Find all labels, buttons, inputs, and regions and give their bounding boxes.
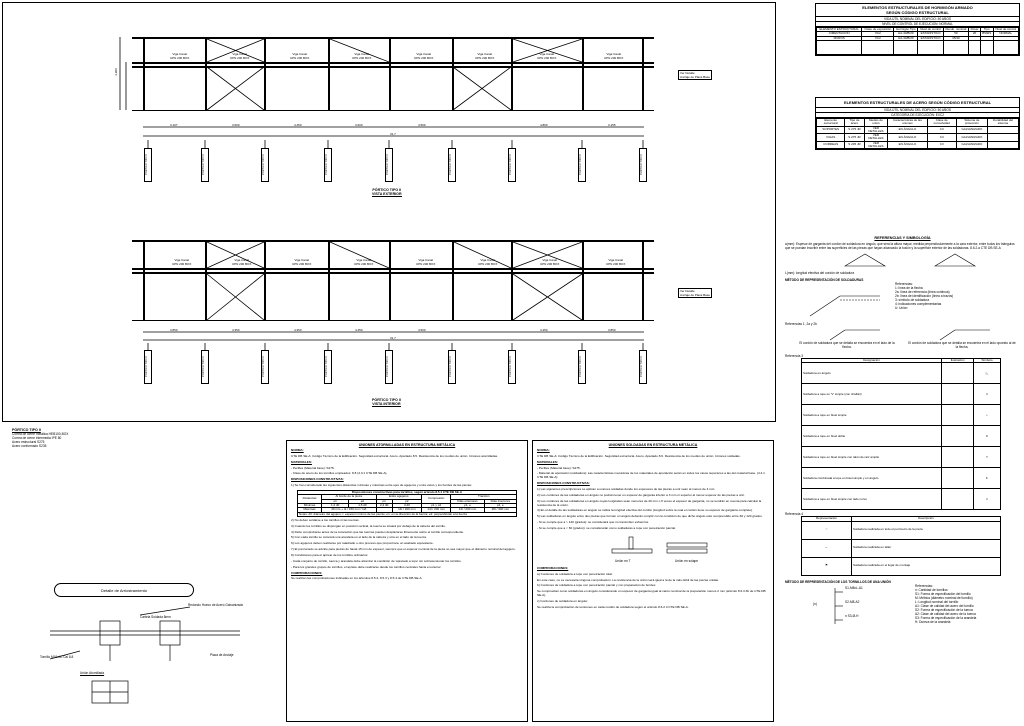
atornilladas-title: UNIONES ATORNILLADAS EN ESTRUCTURA METÁLICA [358, 443, 456, 447]
soldadas-title: UNIONES SOLDADAS EN ESTRUCTURA METÁLICA [608, 443, 698, 447]
weld-joint-sketch [607, 535, 717, 559]
bolt-sketch [825, 586, 845, 626]
table-row: Soldadura combinada a tope en bisel simple y en ángulo ⊳ [802, 468, 1001, 489]
dim-7: 3.155 [608, 123, 616, 127]
arrow-side-sketch [825, 326, 885, 342]
weld-arrow-diagram [805, 286, 885, 320]
caption-a: PÓRTICO TIPO II [372, 188, 402, 192]
post-label: PÓRTICO TIPO II [144, 148, 152, 182]
references-panel: REFERENCIAS Y SIMBOLOGÍA a(mm): Espesor de garganta del cordón de soldadura en ángulo, que será la altura mayor, medida perpendicularmente a la cara exterior, entre todos los triángulos que se puedan inscribir entre las superficies de las piezas que hayan alcanzado la fusión y la superficie exterior de las soldaduras. 8.6.2.a CTE DB SE-A L(mm): longitud efectiva del cordón de soldadura MÉTODO DE REPRESENTACIÓN DE SOLDADURAS Referencias: 1: línea de la flecha 2a: línea de referencia (línea continua) 2b: línea de identificación (línea a trazos) 3: símbolo de soldadura 4: indicaciones complementarias U: Unión Referencias 1, 2a y 2b El cordón de soldadura que se detalla se encuentra en el lado de la flecha. El cordón de soldadura que se detalla se encuentra en el lado opuesto al de la flecha. Referencia 3 Designación Ilustración Símbolo Soldadura en ángulo ◺ Soldadura a tope en 'V' simple (con chaflán) ∨ Soldadura a tope en bisel simple ∟ Soldadura a tope en bisel doble K Soldadura a tope en bisel simple con talón de raíz amplio Y Soldadura combinada a tope en bisel simple y en ángulo ⊳ Soldadura a tope en bisel simple con lado curvo ∪ Referencia 4 Representación Descripción ○ Soldadura realizada en todo el perímetro de la pieza ⌐ Soldadura realizada en taller ⚑ Soldadura realizada en el lugar de montaje MÉTODO DE REPRESENTACIÓN DE LOS TORNILLOS DE UNA UNIÓN (n) S1-M8xL-A1 S2-M8-A2 n S3-Ø-H Referencias: n: Cantidad de tornillos S1: Forma de especificación del tornillo M: Métrica (diámetro nominal del tornillo) L: Longitud nominal del tornillo A1: Clase de calidad del acero del tornillo S2: Forma de especificación de la tuerca A2: Clase de calidad del acero de la tuerca S3: Forma de especificación de la arandela H: Dureza de la arandela [785, 236, 1020, 722]
left-notes: PÓRTICO TIPO II Correa de cierre metálica HEB100-BOX Correa de cierre intermedia IPE 80 Acero estructural S275 Acero conformado S235 [12, 428, 69, 449]
hormigon-table: ELEMENTOS ESTRUCTURALES DE HORMIGÓN ARMADO SEGÚN CÓDIGO ESTRUCTURAL VIDA ÚTIL NOMINAL DEL EDIFICIO: 50 AÑOS NIVEL DE CONTROL DE EJECUCIÓN: NORMAL ELEMENTO ESTRUCTURAL Clase de exposición Hormigón Tipo Nivel de control Recub. nominal Dmax Tipo Nivel de control CIMENTACIÓN XC2 HA-30/B/20 ESTADÍSTICO 50 20 B500S NORMAL MUROS XC2 HA-30/B/20 ESTADÍSTICO 35/40 [815, 3, 1020, 56]
dim-6: 4.860 [540, 123, 548, 127]
weld-throat-sketch [785, 250, 1020, 270]
table-row: SOPORTES S 275 JR VER DETALLES EN ÁNGULO C3 GALVANIZADO [817, 126, 1019, 134]
weld-rep-table: Representación Descripción ○ Soldadura realizada en todo el perímetro de la pieza ⌐ Soldadura realizada en taller ⚑ Soldadura realizada en el lugar de montaje [801, 516, 1001, 575]
elevation-a: Viga Canal UPN 200 BOX Viga Canal UPN 200 BOX Viga Canal UPN 200 BOX Viga Canal UPN 200 BOX Viga Canal UPN 200 BOX Viga Canal UPN 200 BOX Viga Canal UPN 200 BOX Viga Canal UPN 200 BOX 3.107 3.600 4.450 3.600 4.500 4.860 3.155 31,7 3,900 Ver Detalle Anclaje de Placa Base PÓRTICO TIPO II PÓRTICO TIPO II PÓRTICO TIPO II PÓRTICO TIPO II PÓRTICO TIPO II PÓRTICO TIPO II PÓRTICO TIPO II PÓRTICO TIPO II PÓRTICO TIPO II PÓRTICO TIPO II VISTA EXTERIOR [0, 0, 780, 220]
weld-symbols-table: Designación Ilustración Símbolo Soldadura en ángulo ◺ Soldadura a tope en 'V' simple (con chaflán) ∨ Soldadura a tope en bisel simple ∟ Soldadura a tope en bisel doble K Soldadura a tope en bisel simple con talón de raíz amplio Y Soldadura combinada a tope en bisel simple y en ángulo ⊳ Soldadura a tope en bisel simple con lado curvo ∪ [801, 358, 1001, 510]
table-row: Mínimas 1,2 d0 1,5 d0 2,2 d0 3 d0 p1 y p2 p1, e p1, e [298, 503, 517, 507]
references-title: REFERENCIAS Y SIMBOLOGÍA [874, 236, 931, 240]
table-row: Soldadura en ángulo ◺ [802, 363, 1001, 384]
table-row: MUROS XC2 HA-30/B/20 ESTADÍSTICO 35/40 [817, 36, 1019, 40]
table-row: Soldadura a tope en 'V' simple (con chaflán) ∨ [802, 384, 1001, 405]
beam-label: Viga Canal [172, 52, 187, 56]
table-row: CIMENTACIÓN XC2 HA-30/B/20 ESTADÍSTICO 50 20 B500S NORMAL [817, 32, 1019, 36]
table-row: ⚑ Soldadura realizada en el lugar de montaje [802, 557, 1001, 575]
atornilladas-panel: UNIONES ATORNILLADAS EN ESTRUCTURA METÁLICA NORMA: CTE DB SE-A: Código Técnico de la Edificación. Seguridad estructural. Acero. Apartado 8.5. Resistencia de los medios de unión. Uniones atornilladas. MATERIALES: - Perfiles (Material base): S275. - Clase de acero de los tornillos empleados: 8.8 (4.3.1 CTE DB SE-A). DISPOSICIONES CONSTRUCTIVAS: 1) Se han considerado las siguientes distancias mínimas y máximas entre ejes de agujeros y entre éstos y los bordes de las piezas: Disposiciones constructivas para tornillos, según artículo 8.5.1 CTE DB SE-A Distancias Al borde de la pieza Entre agujeros Compresión Tracción e1 e2 p1 p2 Filas exteriores Filas interiores Mínimas 1,2 d0 1,5 d0 2,2 d0 3 d0 p1 y p2 p1, e p1, e Máximas 40 mm + 4t / 150 mm / 12t 14t / 200 mm 14t / 200 mm 14t / 200 mm 28t / 400 mm Notas: d0: diámetro del agujero; t: espesor mínimo de las piezas; e1: en la dirección de la fuerza; e2: perpendicular a la fuerza 2) No deben soldarse a los tornillos ni las tuercas. 3) Cuando los tornillos se dispongan en posición vertical, la tuerca se situará por debajo de la cabeza del tornillo. 4) Debe comprobarse antes de la colocación que las tuercas pueden desplazarse libremente sobre el tornillo correspondiente. 5) Con cada tornillo se colocará una arandela en el lado de la cabeza y otra en el lado de la tuerca. 6) Los agujeros deben realizarse por taladrado u otro proceso que proporcione un acabado equivalente. 7) El punzonado se admite para piezas de hasta 15 mm de espesor, siempre que el espesor nominal de la pieza no sea mayor que el diámetro nominal del agujero. 8) Condiciones para el apriete de los tornillos ordinarios: - Cada conjunto de tornillo, tuerca y arandela debe alcanzar la condición de 'apretado a tope' sin sobretensionar los tornillos. - Para los grandes grupos de tornillos, el apriete debe realizarse desde los tornillos centrales hacia el exterior. COMPROBACIONES: Se realizan las comprobaciones indicadas en los artículos 8.5.2, 8.5.3 y 8.5.4 de CTE DB SE-A. [286, 440, 528, 722]
dim-height: 3,900 [113, 68, 118, 76]
table-row: Soldadura a tope en bisel simple con lado curvo ∪ [802, 489, 1001, 510]
table-row: Soldadura a tope en bisel simple ∟ [802, 405, 1001, 426]
anclaje-detail: Detalle de Arriostramiento Redondo Hueco de Acero Galvanizado Cartela Soldada 8mm Tornillo M16x40 Cal 8.8 Placa de Anclaje Unión Atornillada [40, 575, 270, 715]
dim-5: 4.500 [418, 123, 426, 127]
table-row: VIGAS S 275 JR VER DETALLES EN ÁNGULO C3 GALVANIZADO [817, 134, 1019, 142]
dim-total: 31,7 [390, 132, 396, 136]
dim-2: 3.600 [232, 123, 240, 127]
dim-1: 3.107 [170, 123, 178, 127]
soldadas-panel: UNIONES SOLDADAS EN ESTRUCTURA METÁLICA NORMA: CTE DB SE-A: Código Técnico de la Edificación. Seguridad estructural. Acero. Apartado 8.6. Resistencia de los medios de unión. Uniones soldadas. MATERIALES: - Perfiles (Material base): S275. - Material de aportación (soldadura): Las características mecánicas de los materiales de aportación serán en todos los casos superiores a las del material base. (4.4.1 CTE DB SE-A) DISPOSICIONES CONSTRUCTIVAS: 1) Las siguientes prescripciones se aplican a uniones soldadas donde los espesores de las piezas a unir sean al menos de 4 mm. 2) Los cordones de las soldaduras en ángulo no podrán tener un espesor de garganta inferior a 3 mm ni superior al menor espesor de las piezas a unir. 3) Los cordones de las soldaduras en ángulo cuyas longitudes sean menores de 40 mm o 6 veces el espesor de garganta, no se tendrán en cuenta para calcular la resistencia de la unión. 4) En el detalle de las soldaduras en ángulo se indica la longitud efectiva del cordón (longitud sobre la cual el cordón tiene su espesor de garganta completo). 5) Las soldaduras en ángulo entre dos piezas que forman un ángulo deberán cumplir con la condición de que dicho ángulo esté comprendido entre 60 y 120 grados. - Si se cumple que a > 120 (grados): se considerará que no transmiten esfuerzos. - Si se cumple que a < 60 (grados): se considerarán como soldaduras a tope con penetración parcial. Unión en T Unión en solape COMPROBACIONES: a) Cordones de soldadura a tope con penetración total: En este caso, no es necesaria ninguna comprobación. La resistencia de la unión será igual a la de la más débil de las piezas unidas. b) Cordones de soldadura a tope con penetración parcial y con preparación de bordes: Se comprueban como soldaduras en ángulo considerando un espesor de garganta igual al canto nominal de la preparación menos 2 mm (artículo 8.6.3.3b de CTE DB SE-A). c) Cordones de soldadura en ángulo: Se realiza la comprobación de tensiones en cada cordón de soldadura según el artículo 8.6.2.3 CTE DB SE-A. [532, 440, 774, 722]
table-row: ⌐ Soldadura realizada en taller [802, 539, 1001, 557]
table-row: Máximas 40 mm + 4t / 150 mm / 12t 14t / 200 mm 14t / 200 mm 14t / 200 mm 28t / 400 mm [298, 508, 517, 512]
dim-3: 4.450 [294, 123, 302, 127]
table-row: ○ Soldadura realizada en todo el perímetro de la pieza [802, 521, 1001, 539]
table-row: CORREAS S 235 JR VER DETALLES EN ÁNGULO C3 GALVANIZADO [817, 141, 1019, 149]
table-row: Soldadura a tope en bisel doble K [802, 426, 1001, 447]
elevation-b: Viga Canal UPN 200 BOX Viga Canal UPN 200 BOX Viga Canal UPN 200 BOX Viga Canal UPN 200 BOX Viga Canal UPN 200 BOX Viga Canal UPN 200 BOX Viga Canal UPN 200 BOX Viga Canal UPN 200 BOX 3.850 4.350 4.350 4.450 4.500 4.450 3.850 31,7 Ver Detalle Anclaje de Placa Base PÓRTICO TIPO II PÓRTICO TIPO II PÓRTICO TIPO II PÓRTICO TIPO II PÓRTICO TIPO II PÓRTICO TIPO II PÓRTICO TIPO II PÓRTICO TIPO II PÓRTICO TIPO II PÓRTICO TIPO II VISTA INTERIOR [0, 0, 780, 420]
bolt-distances-table: Disposiciones constructivas para tornillos, según artículo 8.5.1 CTE DB SE-A Distancias Al borde de la pieza Entre agujeros Compresión Tracción e1 e2 p1 p2 Filas exteriores Filas interiores Mínimas 1,2 d0 1,5 d0 2,2 d0 3 d0 p1 y p2 p1, e p1, e Máximas 40 mm + 4t / 150 mm / 12t 14t / 200 mm 14t / 200 mm 14t / 200 mm 28t / 400 mm Notas: d0: diámetro del agujero; t: espesor mínimo de las piezas; e1: en la dirección de la fuerza; e2: perpendicular a la fuerza [297, 490, 517, 517]
dim-4: 3.600 [355, 123, 363, 127]
anclaje-title: Detalle de Arriostramiento [54, 583, 194, 597]
note: Ver Detalle [680, 71, 695, 75]
opposite-side-sketch [935, 326, 995, 342]
caption-b: PÓRTICO TIPO II [372, 398, 401, 402]
acero-table: ELEMENTOS ESTRUCTURALES DE ACERO SEGÚN CÓDIGO ESTRUCTURAL VIDA ÚTIL NOMINAL DEL EDIFICIO: 50 AÑOS CATEGORÍA DE EJECUCIÓN: EXC2 Elemento estructural Tipo de acero Medios de unión Características de las uniones Clase de corrosividad Sistema de protección Durabilidad del sistema SOPORTES S 275 JR VER DETALLES EN ÁNGULO C3 GALVANIZADO VIGAS S 275 JR VER DETALLES EN ÁNGULO C3 GALVANIZADO CORREAS S 235 JR VER DETALLES EN ÁNGULO C3 GALVANIZADO [815, 97, 1020, 150]
table-row: Soldadura a tope en bisel simple con talón de raíz amplio Y [802, 447, 1001, 468]
